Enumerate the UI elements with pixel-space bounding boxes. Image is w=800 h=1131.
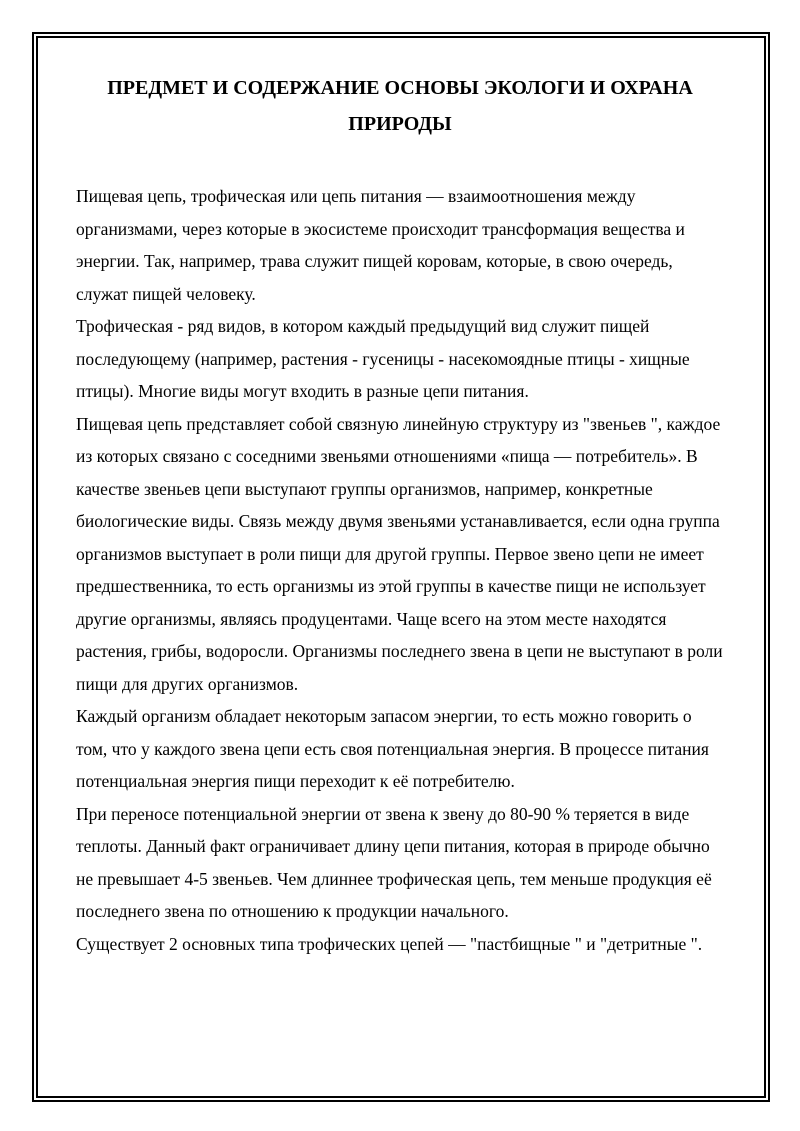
paragraph-trophic-series: Трофическая - ряд видов, в котором каждый предыдущий вид служит пищей последующему (например, растения - гусеницы - насекомоядные птицы - хищные птицы). Многие виды могут входить в разные цепи питания.: [76, 316, 690, 401]
document-body: [76, 180, 726, 960]
paragraph-potential-energy: Каждый организм обладает некоторым запасом энергии, то есть можно говорить о том, что у каждого звена цепи есть своя потенциальная энергия. В процессе питания потенциальная энергия пищи переходит к её потребителю.: [76, 706, 709, 791]
paragraph-food-chain-definition: Пищевая цепь, трофическая или цепь питания — взаимоотношения между организмами, через которые в экосистеме происходит трансформация вещества и энергии. Так, например, трава служит пищей коровам, которые, в свою очередь, служат пищей человеку.: [76, 186, 685, 304]
paragraph-chain-structure: Пищевая цепь представляет собой связную линейную структуру из "звеньев ", каждое из которых связано с соседними звеньями отношениями «пища — потребитель». В качестве звеньев цепи выступают группы организмов, например, конкретные биологические виды. Связь между двумя звеньями устанавливается, если одна группа организмов выступает в роли пищи для другой группы. Первое звено цепи не имеет предшественника, то есть организмы из этой группы в качестве пищи не использует другие организмы, являясь продуцентами. Чаще всего на этом месте находятся растения, грибы, водоросли. Организмы последнего звена в цепи не выступают в роли пищи для других организмов.: [76, 413, 723, 694]
paragraph-chain-types: Существует 2 основных типа трофических цепей — "пастбищные " и "детритные ".: [76, 933, 703, 954]
paragraph-energy-loss: При переносе потенциальной энергии от звена к звену до 80-90 % теряется в виде теплоты. Данный факт ограничивает длину цепи питания, которая в природе обычно не превышает 4-5 звеньев. Чем длиннее трофическая цепь, тем меньше продукция её последнего звена по отношению к продукции начального.: [76, 803, 712, 921]
document-title: ПРЕДМЕТ И СОДЕРЖАНИЕ ОСНОВЫ ЭКОЛОГИ И ОХРАНА ПРИРОДЫ: [107, 77, 693, 135]
